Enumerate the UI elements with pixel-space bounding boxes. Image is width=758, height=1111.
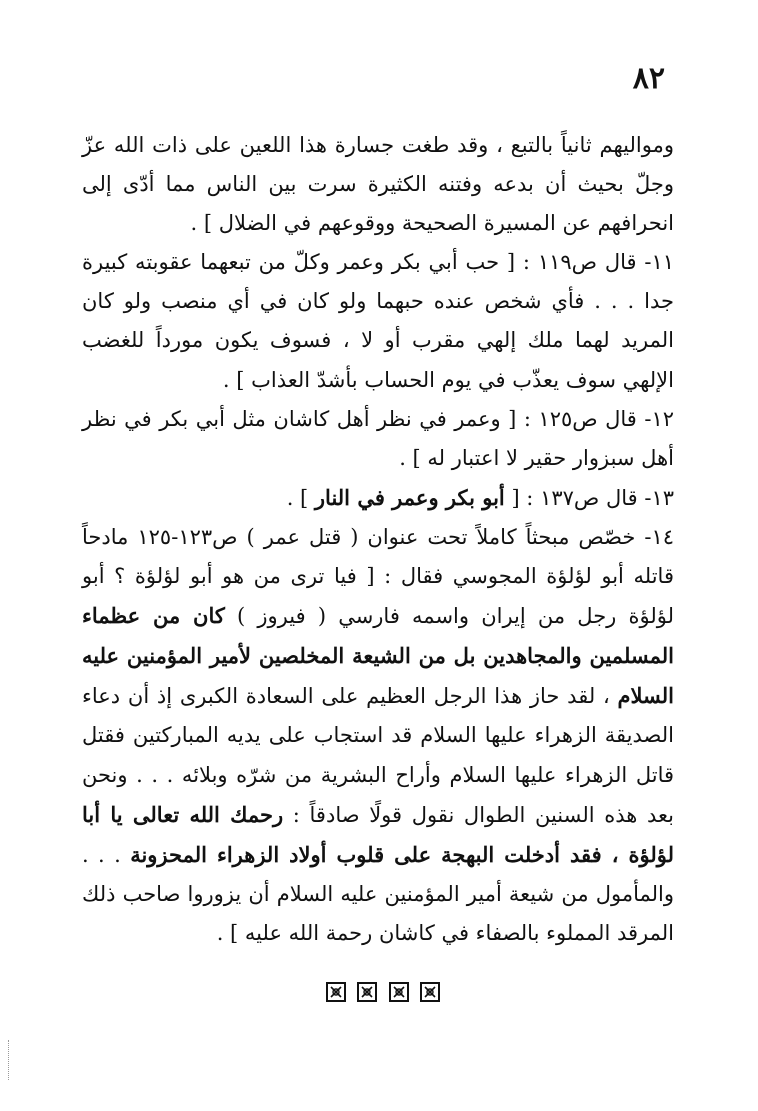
paragraph-5-bold-2: رحمك الله تعالى يا أبا لؤلؤة ، فقد أدخلت البهجة على قلوب أولاد الزهراء المحزونة xyxy=(82,801,674,867)
paragraph-2-text: ١١- قال ص١١٩ : [ حب أبي بكر وعمر وكلّ من تبعهما عقوبته كبيرة جدا . . . فأي شخص عنده حبهما ولو كان في أي منصب ولو كان المريد لهما ملك إلهي مقرب أو لا ، فسوف يكون مورداً للغضب الإلهي سوف يعذّب في يوم الحساب بأشدّ العذاب ] . xyxy=(82,250,675,392)
page-number: ٨٢ xyxy=(632,61,665,96)
square-knot-ornament-icon xyxy=(357,982,377,1002)
paragraph-1 xyxy=(82,126,674,243)
square-knot-ornament-icon xyxy=(420,982,440,1002)
scan-margin-dots xyxy=(8,1040,11,1080)
paragraph-5-text-3: . . . والمأمول من شيعة أمير المؤمنين عليه السلام أن يزوروا صاحب ذلك المرقد المملوء بالصفاء في كاشان رحمة الله عليه ] . xyxy=(82,842,674,945)
paragraph-3 xyxy=(82,400,674,478)
paragraph-4-text-start: ١٣- قال ص١٣٧ : [ xyxy=(504,485,674,510)
square-knot-ornament-icon xyxy=(326,982,346,1002)
paragraph-5 xyxy=(82,518,674,953)
paragraph-5-bold-1: كان من عظماء المسلمين والمجاهدين بل من الشيعة المخلصين لأمير المؤمنين عليه السلام xyxy=(82,603,674,709)
paragraph-3-text: ١٢- قال ص١٢٥ : [ وعمر في نظر أهل كاشان مثل أبي بكر في نظر أهل سبزوار حقير لا اعتبار له ] . xyxy=(82,406,675,470)
paragraph-4-bold-quote: أبو بكر وعمر في النار xyxy=(314,484,505,510)
paragraph-5-text-1: ١٤- خصّص مبحثاً كاملاً تحت عنوان ( قتل عمر ) ص١٢٣-١٢٥ مادحاً قاتله أبو لؤلؤة المجوسي فقال : [ فيا ترى من هو أبو لؤلؤة ؟ أبو لؤلؤة رجل من إيران واسمه فارسي ( فيروز ) xyxy=(82,524,674,629)
paragraph-4 xyxy=(82,478,674,518)
paragraph-4-text-end: ] . xyxy=(286,485,315,510)
paragraph-1-text: ومواليهم ثانياً بالتبع ، وقد طغت جسارة هذا اللعين على ذات الله عزّ وجلّ بحيث أن بدعه وفتنه الكثيرة سرت بين الناس مما أدّى إلى انحرافهم عن المسيرة الصحيحة ووقوعهم في الضلال ] . xyxy=(82,133,674,236)
section-end-ornaments xyxy=(326,982,440,1006)
body-text xyxy=(82,126,674,953)
paragraph-2 xyxy=(82,243,674,399)
paragraph-5-text-2: ، لقد حاز هذا الرجل العظيم على السعادة الكبرى إذ أن دعاء الصديقة الزهراء عليها السلام قد استجاب على يديه المباركتين فقتل قاتل الزهراء عليها السلام وأراح البشرية من شرّه وبلائه . . . ونحن بعد هذه السنين الطوال نقول قولًا صادقاً : xyxy=(82,684,675,827)
square-knot-ornament-icon xyxy=(389,982,409,1002)
